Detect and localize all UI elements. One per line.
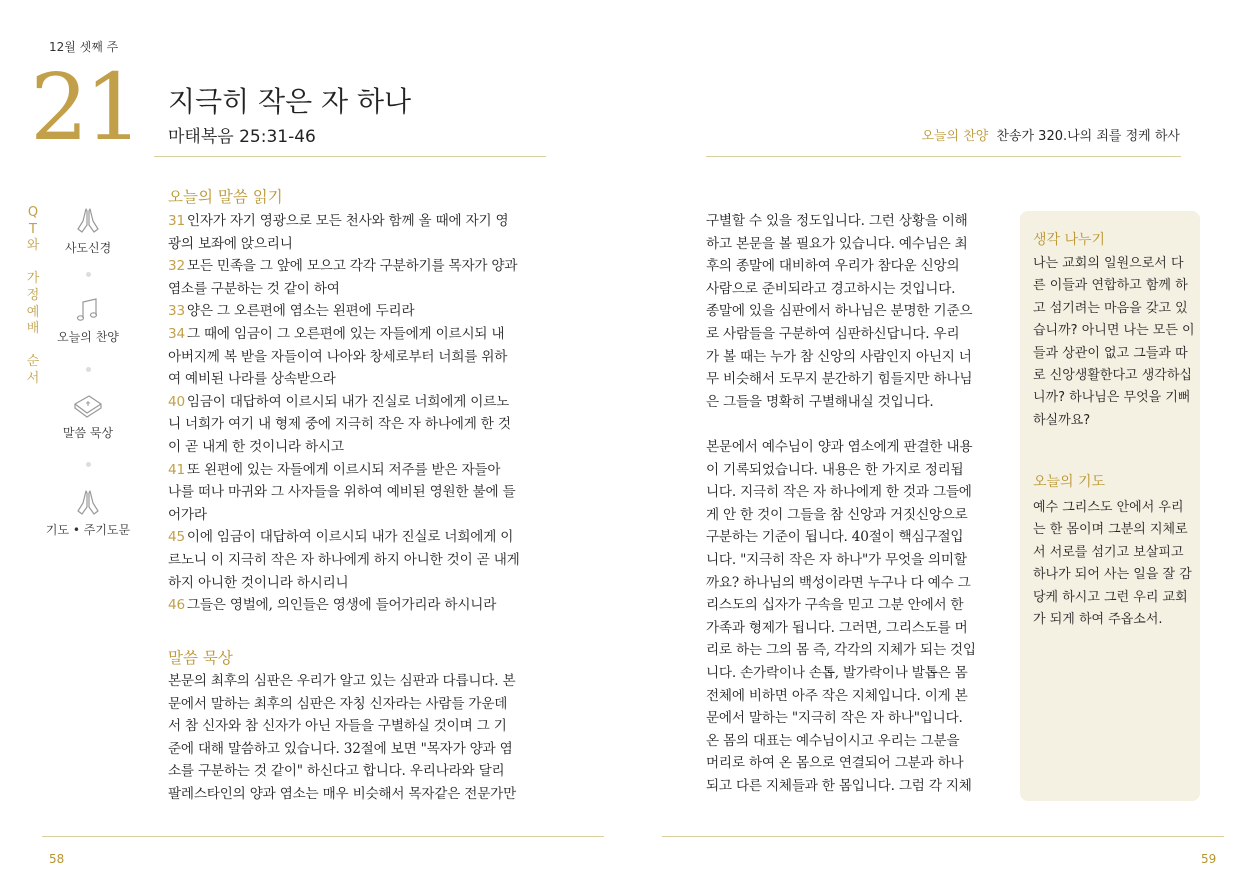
page-number-left: 58: [49, 852, 65, 866]
verse-number: 46: [168, 597, 185, 614]
verse-number: 32: [168, 258, 185, 275]
meditation-line: 머리로 하여 온 몸으로 연결되어 그분과 하나: [706, 755, 964, 772]
sharing-line: 나는 교회의 일원으로서 다: [1033, 256, 1184, 271]
meditation-line: 준에 대해 말씀하고 있습니다. 32절에 보면 "목자가 양과 염: [168, 740, 513, 757]
meditation-line: 온 몸의 대표는 예수님이시고 우리는 그분을: [706, 732, 960, 749]
verse-line: [168, 549, 548, 572]
footer-divider-right: [662, 836, 1224, 837]
meditation-line: 사람으로 준비되라고 경고하시는 것입니다.: [706, 280, 956, 297]
verse-text: 이 곧 내게 한 것이니라 하시고: [168, 438, 344, 455]
verse-number: 31: [168, 213, 185, 229]
verse-line: [168, 255, 548, 278]
prayer-heading: 오늘의 기도: [1033, 474, 1106, 490]
sharing-line: 들과 상관이 없고 그들과 따: [1033, 345, 1188, 361]
prayer-line: 예수 그리스도 안에서 우리: [1033, 500, 1184, 515]
sidebar-item-creed: [52, 205, 124, 256]
verse-line: [168, 436, 548, 459]
verse-text: 르노니 이 지극히 작은 자 하나에게 하지 아니한 것이 곧 내게: [168, 551, 520, 568]
verse-line: [168, 368, 548, 391]
hymn-title: 찬송가 320.나의 죄를 정케 하사: [996, 129, 1180, 144]
week-label: 12월 셋째 주: [49, 40, 119, 54]
verse-line: [168, 526, 548, 549]
verse-text: 하지 아니한 것이니라 하시리니: [168, 574, 349, 591]
verse-text: 그 때에 임금이 그 오른편에 있는 자들에게 이르시되 내: [186, 325, 505, 342]
sidebar-item-prayer: [44, 487, 132, 538]
meditation-line: 구분하는 기준이 됩니다. 40절이 핵심구절입: [706, 529, 964, 546]
verse-line: [168, 391, 548, 414]
verse-line: [168, 300, 548, 323]
reading-text: [168, 210, 548, 617]
verse-line: [168, 323, 548, 346]
verse-text: 여 예비된 나라를 상속받으라: [168, 371, 336, 388]
verse-text: 또 왼편에 있는 자들에게 이르시되 저주를 받은 자들아: [186, 461, 501, 478]
meditation-line: 후의 종말에 대비하여 우리가 참다운 신앙의: [706, 258, 960, 275]
page-title: 지극히 작은 자 하나: [168, 85, 412, 118]
verse-line: [168, 459, 548, 482]
meditation-line: 니다. 손가락이나 손톱, 발가락이나 발톱은 몸: [706, 664, 968, 681]
hymn-label: 오늘의 찬양: [921, 129, 989, 144]
day-number: 21: [30, 54, 140, 161]
verse-line: [168, 481, 548, 504]
meditation-text: [168, 670, 548, 806]
sidebar-dot: [86, 272, 91, 277]
verse-text: 이에 임금이 대답하여 이르시되 내가 진실로 너희에게 이: [186, 529, 514, 546]
meditation-line: 까요? 하나님의 백성이라면 누구나 다 예수 그: [706, 574, 971, 591]
sharing-line: 로 신앙생활한다고 생각하십: [1033, 368, 1192, 384]
reading-heading: 오늘의 말씀 읽기: [168, 188, 283, 206]
header-divider-left: [154, 156, 546, 157]
verse-line: [168, 572, 548, 595]
verse-number: 34: [168, 325, 185, 342]
verse-line: [168, 233, 548, 256]
prayer-line: 서 서로를 섬기고 보살피고: [1033, 544, 1184, 560]
qt-family-worship-label: Q T 와 가 정 예 배 순 서: [26, 205, 40, 386]
verse-line: [168, 413, 548, 436]
verse-text: 나를 떠나 마귀와 그 사자들을 위하여 예비된 영원한 불에 들: [168, 484, 516, 501]
page-number-right: 59: [1201, 852, 1217, 866]
meditation-line: 본문에서 예수님이 양과 염소에게 판결한 내용: [706, 439, 973, 455]
meditation-continued-para-2: [706, 436, 996, 798]
meditation-continued-para-1: [706, 210, 996, 413]
sidebar-item-label: 말씀 묵상: [62, 426, 114, 440]
verse-text: 어가라: [168, 506, 207, 523]
scripture-passage: 마태복음 25:31-46: [168, 127, 316, 147]
sharing-line: 하실까요?: [1033, 412, 1091, 428]
verse-text: 인자가 자기 영광으로 모든 천사와 함께 올 때에 자기 영: [186, 213, 509, 229]
verse-number: 33: [168, 303, 185, 320]
meditation-line: 되고 다른 지체들과 한 몸입니다. 그럼 각 지체: [706, 777, 972, 794]
verse-line: [168, 210, 548, 233]
sidebar-item-label: 사도신경: [64, 241, 112, 255]
verse-line: [168, 346, 548, 369]
verse-text: 염소를 구분하는 것 같이 하여: [168, 280, 340, 297]
meditation-line: 니다. "지극히 작은 자 하나"가 무엇을 의미할: [706, 551, 967, 568]
meditation-line: 니다. 지극히 작은 자 하나에게 한 것과 그들에: [706, 484, 972, 501]
meditation-line: 은 그들을 명확히 구별해내실 것입니다.: [706, 393, 934, 410]
verse-text: 그들은 영벌에, 의인들은 영생에 들어가리라 하시니라: [186, 597, 497, 614]
verse-line: [168, 594, 548, 617]
meditation-heading: 말씀 묵상: [168, 649, 233, 667]
sidebar-item-label: 오늘의 찬양: [57, 330, 119, 344]
sidebar-dot: [86, 367, 91, 372]
footer-divider-left: [42, 836, 604, 837]
sidebar-dot: [86, 462, 91, 467]
meditation-line: 전체에 비하면 아주 작은 지체입니다. 이게 본: [706, 687, 968, 704]
meditation-line: 게 안 한 것이 그들을 참 신앙과 거짓신앙으로: [706, 506, 968, 523]
prayer-line: 는 한 몸이며 그분의 지체로: [1033, 522, 1188, 538]
meditation-line: 서 참 신자와 참 신자가 아닌 자들을 구별하실 것이며 그 기: [168, 718, 507, 735]
music-note-icon: [72, 296, 104, 324]
prayer-line: 가 되게 하여 주옵소서.: [1033, 612, 1163, 628]
sharing-heading: 생각 나누기: [1033, 232, 1106, 248]
verse-number: 45: [168, 529, 185, 546]
verse-text: 광의 보좌에 앉으리니: [168, 235, 293, 252]
meditation-line: 종말에 있을 심판에서 하나님은 분명한 기준으: [706, 303, 973, 320]
meditation-line: 하고 본문을 볼 필요가 있습니다. 예수님은 최: [706, 235, 968, 252]
bible-icon: [71, 392, 105, 420]
sharing-line: 니까? 하나님은 무엇을 기뻐: [1033, 390, 1191, 406]
meditation-line: 리스도의 십자가 구속을 믿고 그분 안에서 한: [706, 597, 964, 614]
meditation-line: 문에서 말하는 "지극히 작은 자 하나"입니다.: [706, 710, 963, 727]
meditation-line: 소를 구분하는 것 같이" 하신다고 합니다. 우리나라와 달리: [168, 763, 505, 780]
praying-hands-icon: [72, 487, 104, 517]
meditation-line: 무 비슷해서 도무지 분간하기 힘들지만 하나님: [706, 371, 973, 388]
meditation-line: 본문의 최후의 심판은 우리가 알고 있는 심판과 다릅니다. 본: [168, 673, 516, 689]
meditation-line: 문에서 말하는 최후의 심판은 자칭 신자라는 사람들 가운데: [168, 695, 508, 712]
meditation-line: 구별할 수 있을 정도입니다. 그런 상황을 이해: [706, 213, 968, 229]
sharing-line: 고 섬기려는 마음을 갖고 있: [1033, 300, 1188, 316]
prayer-line: 당케 하시고 그런 우리 교회: [1033, 589, 1188, 605]
meditation-line: 가 볼 때는 누가 참 신앙의 사람인지 아닌지 너: [706, 348, 972, 365]
meditation-line: 이 기록되었습니다. 내용은 한 가지로 정리됩: [706, 461, 964, 478]
verse-line: [168, 504, 548, 527]
sidebar-item-label: 기도 • 주기도문: [45, 523, 131, 537]
sharing-text: [1033, 253, 1195, 432]
verse-number: 40: [168, 393, 185, 410]
verse-number: 41: [168, 461, 185, 478]
prayer-line: 하나가 되어 사는 일을 잘 감: [1033, 567, 1192, 583]
verse-text: 모든 민족을 그 앞에 모으고 각각 구분하기를 목자가 양과: [186, 258, 518, 275]
verse-line: [168, 278, 548, 301]
verse-text: 임금이 대답하여 이르시되 내가 진실로 너희에게 이르노: [186, 393, 510, 410]
verse-text: 니 너희가 여기 내 형제 중에 지극히 작은 자 하나에게 한 것: [168, 416, 511, 433]
meditation-line: 로 사람들을 구분하여 심판하신답니다. 우리: [706, 325, 960, 342]
prayer-text: [1033, 497, 1195, 631]
sidebar-item-meditation: [52, 392, 124, 441]
praying-hands-icon: [72, 205, 104, 235]
sidebar-item-hymn: [52, 296, 124, 345]
verse-text: 양은 그 오른편에 염소는 왼편에 두리라: [186, 303, 415, 320]
header-divider-right: [706, 156, 1181, 157]
sharing-line: 습니까? 아니면 나는 모든 이: [1033, 323, 1195, 339]
meditation-line: 가족과 형제가 됩니다. 그러면, 그리스도를 머: [706, 619, 968, 636]
meditation-line: 팔레스타인의 양과 염소는 매우 비슷해서 목자같은 전문가만: [168, 785, 517, 802]
hymn-info: [921, 125, 1180, 144]
sharing-line: 른 이들과 연합하고 함께 하: [1033, 278, 1188, 294]
verse-text: 아버지께 복 받을 자들이여 나아와 창세로부터 너희를 위하: [168, 348, 508, 365]
meditation-line: 리로 하는 그의 몸 즉, 각각의 지체가 되는 것입: [706, 642, 976, 659]
